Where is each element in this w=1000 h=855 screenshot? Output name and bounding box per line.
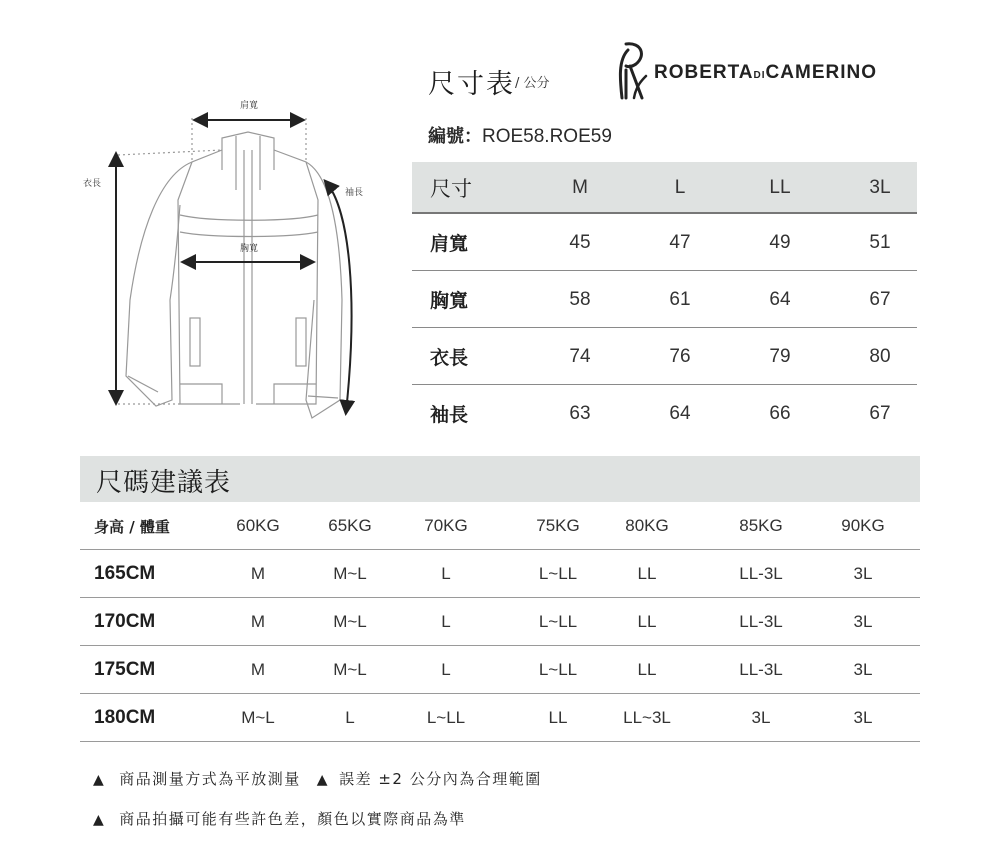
recommend-cell: LL bbox=[637, 564, 657, 583]
size-row-label: 胸寬 bbox=[430, 290, 469, 312]
recommend-table bbox=[80, 502, 920, 742]
size-row-label: 袖長 bbox=[430, 404, 469, 426]
recommend-cell: L~LL bbox=[426, 708, 466, 727]
size-cell: 76 bbox=[669, 345, 691, 367]
note-measurement-text: 商品測量方式為平放測量 bbox=[119, 770, 301, 788]
recommend-cell: M bbox=[250, 612, 266, 631]
triangle-icon: ▲ bbox=[93, 812, 106, 828]
height-label: 170CM bbox=[94, 611, 156, 632]
recommend-cell: L~LL bbox=[538, 660, 578, 679]
recommend-cell: M~L bbox=[241, 708, 275, 727]
recommend-cell: LL bbox=[637, 612, 657, 631]
length-label: 衣長 bbox=[83, 179, 102, 189]
recommend-cell: L bbox=[345, 708, 355, 727]
size-cell: 79 bbox=[769, 345, 791, 367]
size-cell: 80 bbox=[869, 345, 891, 367]
unit-label: / 公分 bbox=[515, 76, 550, 91]
weight-header: 90KG bbox=[841, 516, 885, 535]
brand-name-part1: ROBERTA bbox=[654, 62, 754, 83]
size-row-sleeve bbox=[412, 385, 917, 442]
product-code bbox=[428, 122, 612, 148]
weight-header: 65KG bbox=[328, 516, 372, 535]
recommend-row-175 bbox=[80, 646, 920, 694]
height-label: 180CM bbox=[94, 707, 156, 728]
size-cell: 74 bbox=[569, 345, 591, 367]
size-cell: 58 bbox=[569, 288, 591, 310]
weight-header: 80KG bbox=[625, 516, 669, 535]
size-cell: 66 bbox=[769, 402, 791, 424]
weight-header: 75KG bbox=[536, 516, 580, 535]
recommend-cell: LL~3L bbox=[623, 708, 671, 727]
jacket-diagram bbox=[60, 95, 400, 435]
size-row-length bbox=[412, 328, 917, 385]
recommend-cell: L~LL bbox=[538, 564, 578, 583]
shoulder-label: 肩寬 bbox=[239, 101, 259, 111]
product-code-value: ROE58.ROE59 bbox=[482, 126, 612, 147]
recommend-cell: LL-3L bbox=[739, 660, 783, 679]
recommend-cell: 3L bbox=[853, 660, 873, 679]
note-color-text: 商品拍攝可能有些許色差，顏色以實際商品為準 bbox=[119, 810, 466, 828]
size-table-header bbox=[412, 162, 917, 214]
size-cell: 64 bbox=[669, 402, 691, 424]
height-label: 175CM bbox=[94, 659, 156, 680]
triangle-icon: ▲ bbox=[316, 772, 330, 788]
recommend-cell: LL-3L bbox=[739, 564, 783, 583]
size-cell: 63 bbox=[569, 402, 591, 424]
recommend-title: 尺碼建議表 bbox=[96, 468, 232, 498]
recommend-header-row bbox=[80, 502, 920, 550]
size-cell: 61 bbox=[669, 288, 691, 310]
chest-label: 胸寬 bbox=[239, 244, 259, 254]
sleeve-label: 袖長 bbox=[345, 188, 364, 198]
size-header-l: L bbox=[674, 177, 686, 198]
size-header-label: 尺寸 bbox=[430, 177, 472, 201]
recommend-cell: M~L bbox=[333, 612, 367, 631]
weight-header: 70KG bbox=[424, 516, 468, 535]
recommend-cell: LL bbox=[548, 708, 568, 727]
size-cell: 51 bbox=[869, 231, 891, 253]
size-cell: 47 bbox=[669, 231, 691, 253]
weight-header: 85KG bbox=[739, 516, 783, 535]
size-row-label: 衣長 bbox=[430, 347, 469, 369]
page-title: 尺寸表 bbox=[428, 69, 515, 100]
height-label: 165CM bbox=[94, 563, 156, 584]
recommend-header-label: 身高 / 體重 bbox=[94, 517, 170, 536]
recommend-cell: LL-3L bbox=[739, 612, 783, 631]
recommend-row-165 bbox=[80, 550, 920, 598]
size-header-ll: LL bbox=[769, 177, 791, 198]
size-row-shoulder bbox=[412, 214, 917, 271]
size-header-m: M bbox=[572, 177, 588, 198]
brand-logo-icon bbox=[612, 40, 652, 104]
weight-header: 60KG bbox=[236, 516, 280, 535]
size-row-label: 肩寬 bbox=[430, 233, 469, 255]
note-tolerance-text: 誤差 ±2 公分內為合理範圍 bbox=[339, 770, 542, 788]
brand-name-part2: CAMERINO bbox=[765, 62, 877, 83]
brand-name-di: DI bbox=[753, 70, 766, 81]
note-color bbox=[93, 808, 466, 829]
note-measurement bbox=[93, 768, 542, 789]
recommend-cell: M bbox=[250, 564, 266, 583]
recommend-cell: 3L bbox=[853, 564, 873, 583]
product-code-label: 編號： bbox=[428, 126, 482, 147]
size-table bbox=[412, 162, 917, 442]
triangle-icon: ▲ bbox=[93, 772, 106, 788]
recommend-cell: 3L bbox=[853, 708, 873, 727]
recommend-cell: M~L bbox=[333, 564, 367, 583]
recommend-row-180 bbox=[80, 694, 920, 742]
size-row-chest bbox=[412, 271, 917, 328]
recommend-cell: M~L bbox=[333, 660, 367, 679]
recommend-cell: M bbox=[250, 660, 266, 679]
size-cell: 67 bbox=[869, 288, 891, 310]
brand-name bbox=[654, 62, 877, 84]
recommend-row-170 bbox=[80, 598, 920, 646]
recommend-cell: L bbox=[441, 612, 451, 631]
size-cell: 49 bbox=[769, 231, 791, 253]
size-cell: 64 bbox=[769, 288, 791, 310]
size-cell: 67 bbox=[869, 402, 891, 424]
recommend-cell: L bbox=[441, 564, 451, 583]
size-cell: 45 bbox=[569, 231, 591, 253]
recommend-cell: 3L bbox=[853, 612, 873, 631]
recommend-cell: L~LL bbox=[538, 612, 578, 631]
recommend-cell: 3L bbox=[751, 708, 771, 727]
recommend-cell: LL bbox=[637, 660, 657, 679]
recommend-cell: L bbox=[441, 660, 451, 679]
size-header-3l: 3L bbox=[869, 177, 891, 198]
